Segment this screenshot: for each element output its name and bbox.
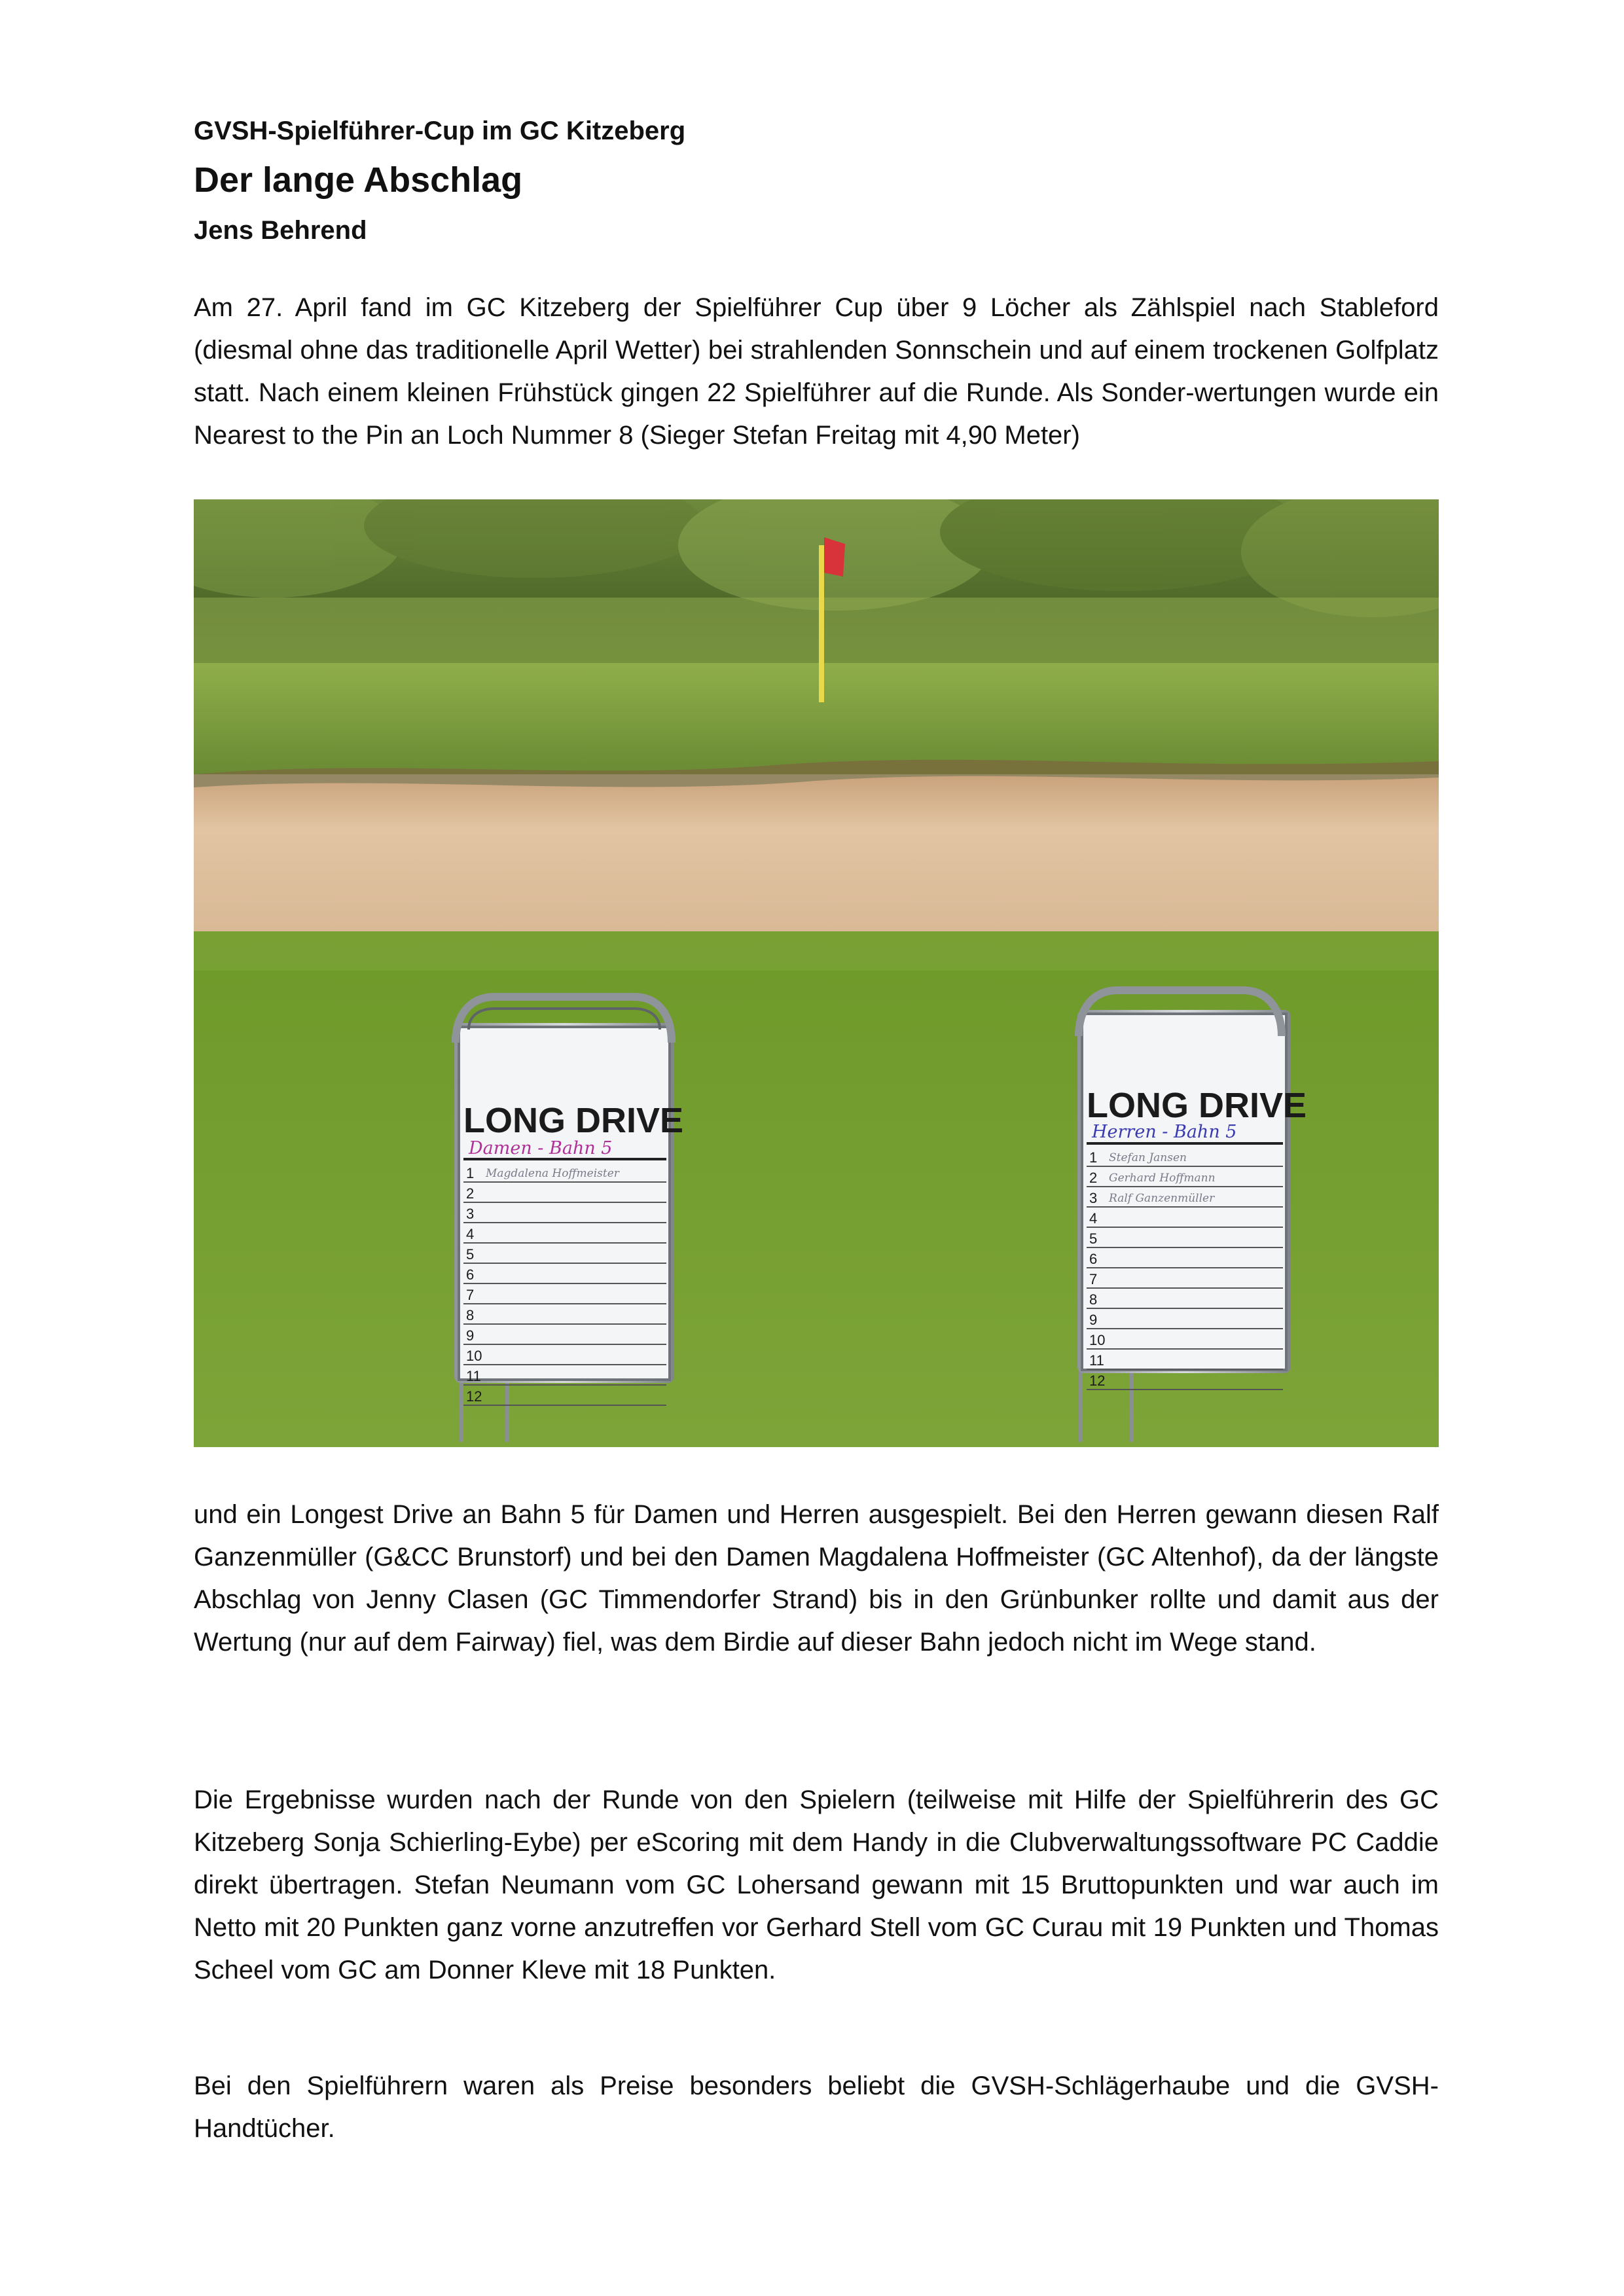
sign-row-number: 9 — [466, 1327, 475, 1344]
sign-row-number: 6 — [466, 1266, 475, 1283]
paragraph-results: Die Ergebnisse wurden nach der Runde von den Spielern (teilweise mit Hilfe der Spielführerin des GC Kitzeberg Sonja Schierling-Eybe) per eScoring mit dem Handy in die Clubverwaltungssoftware PC Caddie direkt übertragen. Stefan Neumann vom GC Lohersand gewann mit 15 Bruttopunkten und war auch im Netto mit 20 Punkten ganz vorne anzutreffen vor Gerhard Stell vom GC Curau mit 19 Punkten und Thomas Scheel vom GC am Donner Kleve mit 18 Punkten. — [194, 1785, 1439, 1984]
sign-row-number: 10 — [1089, 1332, 1106, 1348]
sign-row-number: 8 — [466, 1307, 475, 1323]
sign-row-number: 1 — [1089, 1149, 1098, 1166]
paragraph-intro: Am 27. April fand im GC Kitzeberg der Spielführer Cup über 9 Löcher als Zählspiel nach Stableford (diesmal ohne das traditionelle April Wetter) bei strahlenden Sonnschein und auf einem trockenen Golfplatz statt. Nach einem kleinen Frühstück gingen 22 Spielführer auf die Runde. Als Sonder-wertungen wurde ein Nearest to the Pin an Loch Nummer 8 (Sieger Stefan Freitag mit 4,90 Meter) — [194, 293, 1439, 450]
sign-row-number: 8 — [1089, 1291, 1098, 1308]
sign-row-number: 10 — [466, 1348, 482, 1364]
sign-entry: Stefan Jansen — [1109, 1151, 1187, 1164]
sign-row-number: 7 — [466, 1287, 475, 1303]
sign-title: LONG DRIVE — [463, 1101, 684, 1140]
sign-row-number: 4 — [1089, 1210, 1098, 1227]
sign-row-number: 11 — [466, 1368, 481, 1384]
sign-entry: Ralf Ganzenmüller — [1109, 1192, 1215, 1205]
sign-row-number: 12 — [466, 1388, 482, 1405]
paragraph-prizes: Bei den Spielführern waren als Preise besonders beliebt die GVSH-Schlägerhaube und die GVSH-Handtücher. — [194, 2072, 1439, 2143]
sign-row-number: 2 — [1089, 1170, 1098, 1186]
sign-row-number: 1 — [466, 1165, 475, 1181]
long-drive-sign-damen — [454, 997, 683, 1442]
rough-slope — [194, 663, 1439, 774]
sign-entry: Gerhard Hoffmann — [1109, 1172, 1216, 1185]
paragraph-longest-drive: und ein Longest Drive an Bahn 5 für Damen und Herren ausgespielt. Bei den Herren gewann diesen Ralf Ganzenmüller (G&CC Brunstorf) und bei den Damen Magdalena Hoffmeister (GC Altenhof), da der längste Abschlag von Jenny Clasen (GC Timmendorfer Strand) bis in den Grünbunker rollte und damit aus der Wertung (nur auf dem Fairway) fiel, was dem Birdie auf dieser Bahn jedoch nicht im Wege stand. — [194, 1500, 1439, 1657]
sign-title: LONG DRIVE — [1087, 1086, 1307, 1125]
sign-row-number: 11 — [1089, 1352, 1104, 1369]
sign-row-number: 12 — [1089, 1372, 1106, 1389]
sign-row-number: 2 — [466, 1185, 475, 1202]
sign-row-number: 4 — [466, 1226, 475, 1242]
sign-row-number: 9 — [1089, 1312, 1098, 1328]
sign-entry: Magdalena Hoffmeister — [486, 1167, 619, 1180]
sign-row-number: 3 — [466, 1206, 475, 1222]
article-title: Der lange Abschlag — [194, 160, 523, 200]
sand-bunker — [194, 776, 1439, 951]
sign-row-number: 3 — [1089, 1190, 1098, 1206]
sign-row-number: 5 — [1089, 1230, 1098, 1247]
article-author: Jens Behrend — [194, 216, 367, 245]
sign-subtitle: Herren - Bahn 5 — [1092, 1122, 1237, 1142]
sign-row-number: 5 — [466, 1246, 475, 1263]
sign-row-number: 7 — [1089, 1271, 1098, 1287]
sign-row-number: 6 — [1089, 1251, 1098, 1267]
golf-course-photo — [194, 499, 1439, 1447]
article-kicker: GVSH-Spielführer-Cup im GC Kitzeberg — [194, 117, 686, 145]
sign-subtitle: Damen - Bahn 5 — [469, 1138, 613, 1158]
